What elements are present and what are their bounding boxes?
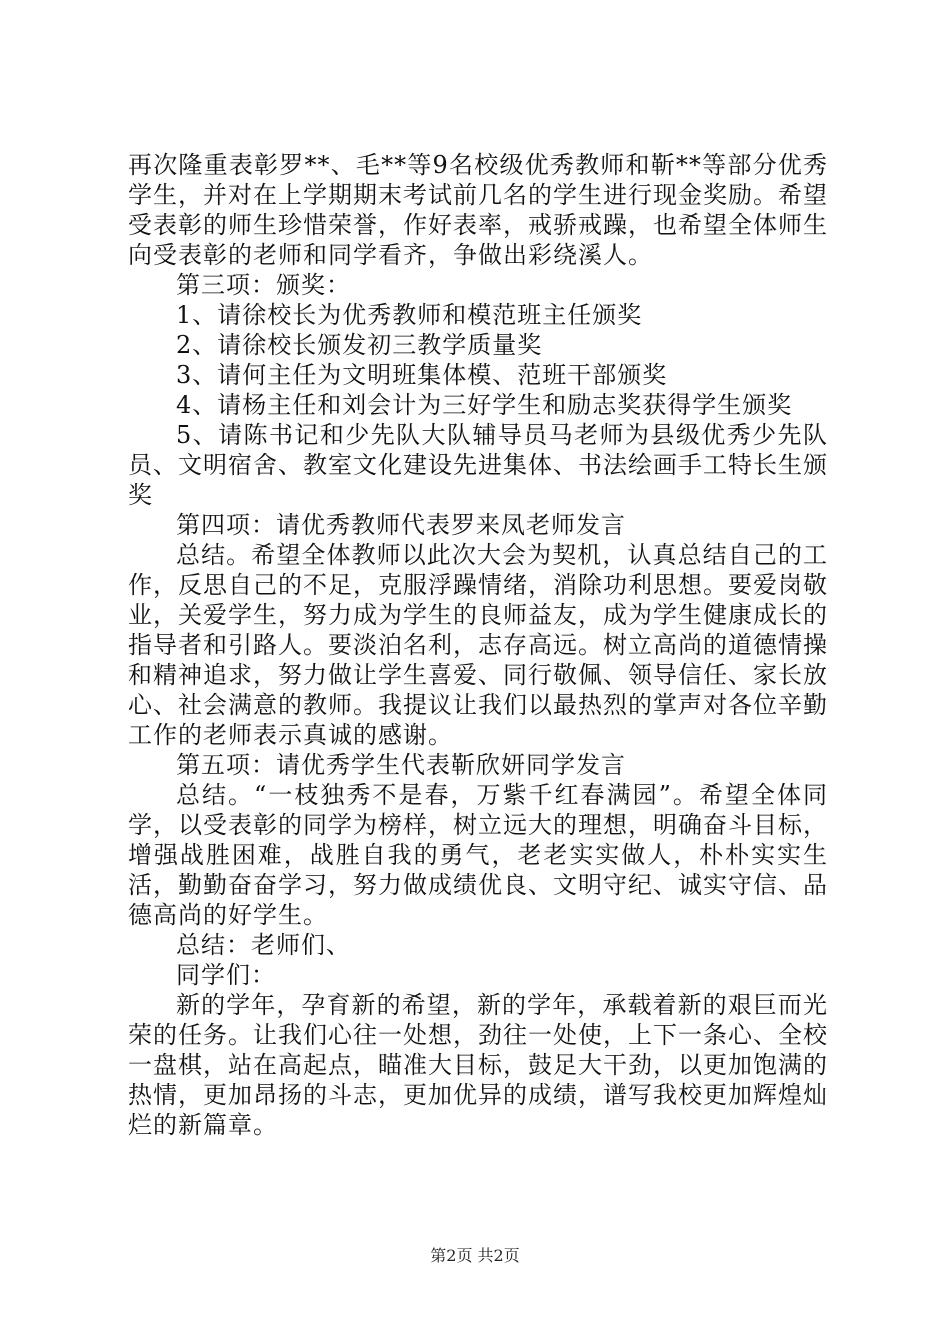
paragraph-closing-teachers: 总结：老师们、 [176, 931, 351, 959]
page-number-footer: 第2页 共2页 [430, 1246, 520, 1265]
paragraph-award-3: 3、请何主任为文明班集体模、范班干部颁奖 [176, 361, 668, 389]
paragraph-item-three-heading: 第三项：颁奖： [176, 271, 351, 299]
paragraph-award-1: 1、请徐校长为优秀教师和模范班主任颁奖 [176, 301, 643, 329]
paragraph-teacher-summary: 总结。希望全体教师以此次大会为契机，认真总结自己的工作，反思自己的不足，克服浮躁情绪，消除功利思想。要爱岗敬业，关爱学生，努力成为学生的良师益友，成为学生健康成长的指导者和引路人。要淡泊名利，志存高远。树立高尚的道德情操和精神追求，努力做让学生喜爱、同行敬佩、领导信任、家长放心、社会满意的教师。我提议让我们以最热烈的掌声对各位辛勤工作的老师表示真诚的感谢。 [128, 541, 828, 749]
paragraph-commendation: 再次隆重表彰罗**、毛**等9名校级优秀教师和靳**等部分优秀学生，并对在上学期期末考试前几名的学生进行现金奖励。希望受表彰的师生珍惜荣誉，作好表率，戒骄戒躁，也希望全体师生向受表彰的老师和同学看齐，争做出彩绕溪人。 [128, 151, 828, 269]
paragraph-item-five-heading: 第五项：请优秀学生代表靳欣妍同学发言 [176, 751, 626, 779]
paragraph-award-5: 5、请陈书记和少先队大队辅导员马老师为县级优秀少先队员、文明宿舍、教室文化建设先进集体、书法绘画手工特长生颁奖 [128, 421, 828, 509]
paragraph-award-4: 4、请杨主任和刘会计为三好学生和励志奖获得学生颁奖 [176, 391, 793, 419]
paragraph-closing-remarks: 新的学年，孕育新的希望，新的学年，承载着新的艰巨而光荣的任务。让我们心往一处想，劲往一处使，上下一条心、全校一盘棋，站在高起点，瞄准大目标，鼓足大干劲，以更加饱满的热情，更加昂扬的斗志，更加优异的成绩，谱写我校更加辉煌灿烂的新篇章。 [128, 991, 828, 1139]
paragraph-award-2: 2、请徐校长颁发初三教学质量奖 [176, 331, 543, 359]
paragraph-closing-students: 同学们： [176, 961, 276, 989]
document-body [128, 150, 828, 1140]
paragraph-item-four-heading: 第四项：请优秀教师代表罗来凤老师发言 [176, 511, 626, 539]
paragraph-student-summary: 总结。“一枝独秀不是春，万紫千红春满园”。希望全体同学，以受表彰的同学为榜样，树立远大的理想，明确奋斗目标，增强战胜困难，战胜自我的勇气，老老实实做人，朴朴实实生活，勤勤奋奋学习，努力做成绩优良、文明守纪、诚实守信、品德高尚的好学生。 [128, 781, 828, 929]
